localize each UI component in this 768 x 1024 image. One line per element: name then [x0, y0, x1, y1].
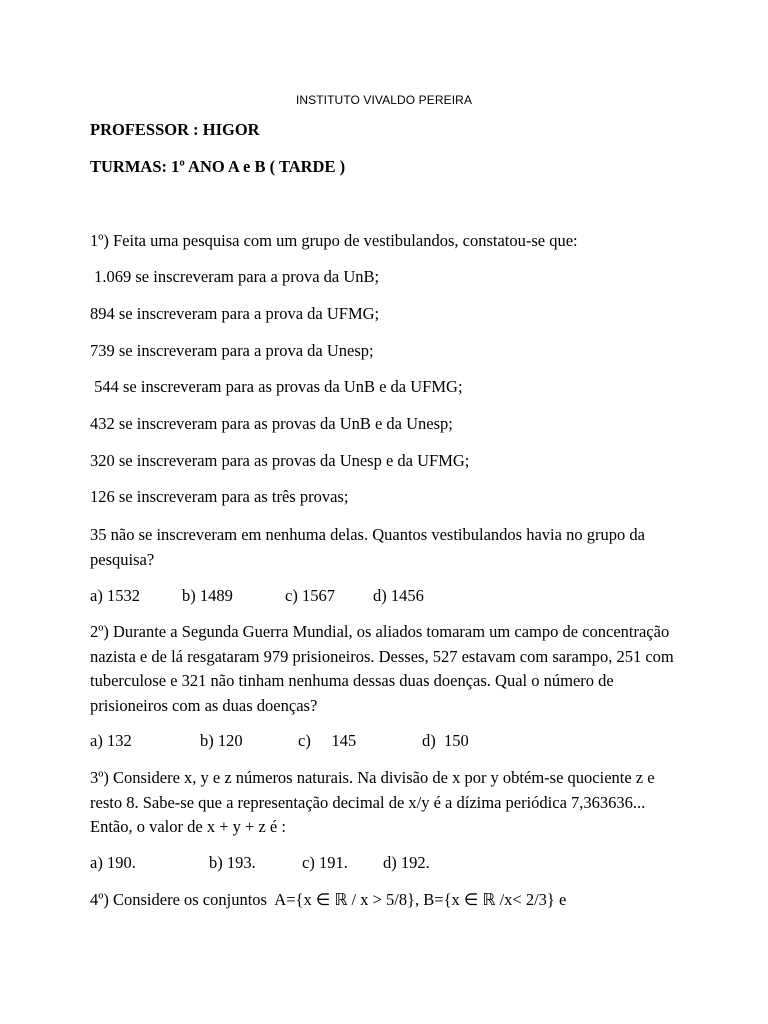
q2-option-d: d) 150: [422, 731, 469, 750]
q1-line-unesp: 739 se inscreveram para a prova da Unesp;: [90, 341, 374, 360]
professor-line: PROFESSOR : HIGOR: [90, 120, 260, 139]
q1-line-three: 126 se inscreveram para as três provas;: [90, 487, 349, 506]
q1-line-unb-unesp: 432 se inscreveram para as provas da UnB e da Unesp;: [90, 414, 453, 433]
q1-line-unb: 1.069 se inscreveram para a prova da UnB;: [90, 267, 380, 286]
q2-option-b: b) 120: [200, 731, 243, 750]
q4-text: 4º) Considere os conjuntos A={x ∈ ℝ / x > 5/8}, B={x ∈ ℝ /x< 2/3} e: [90, 890, 567, 909]
q3-text: 3º) Considere x, y e z números naturais. Na divisão de x por y obtém-se quociente z e resto 8. Sabe-se que a representação decimal de x/y é a dízima periódica 7,363636... Então, o valor de x + y + z é :: [90, 768, 655, 836]
q3-option-d: d) 192.: [383, 853, 430, 872]
q1-line-ufmg: 894 se inscreveram para a prova da UFMG;: [90, 304, 380, 323]
q1-line-unesp-ufmg: 320 se inscreveram para as provas da Unesp e da UFMG;: [90, 451, 470, 470]
q3-option-b: b) 193.: [209, 853, 256, 872]
q3-option-c: c) 191.: [302, 853, 348, 872]
q3-option-a: a) 190.: [90, 853, 136, 872]
q1-option-a: a) 1532: [90, 586, 140, 605]
q1-line-unb-ufmg: 544 se inscreveram para as provas da UnB e da UFMG;: [90, 377, 463, 396]
q2-option-c: c) 145: [298, 731, 357, 750]
q1-option-b: b) 1489: [182, 586, 233, 605]
q2-option-a: a) 132: [90, 731, 132, 750]
q1-option-d: d) 1456: [373, 586, 424, 605]
q1-intro: 1º) Feita uma pesquisa com um grupo de vestibulandos, constatou-se que:: [90, 231, 578, 250]
q1-option-c: c) 1567: [285, 586, 335, 605]
classes-line: TURMAS: 1º ANO A e B ( TARDE ): [90, 157, 346, 176]
q1-question: 35 não se inscreveram em nenhuma delas. Quantos vestibulandos havia no grupo da pesquisa?: [90, 525, 645, 569]
school-name: INSTITUTO VIVALDO PEREIRA: [295, 93, 473, 107]
q2-text: 2º) Durante a Segunda Guerra Mundial, os aliados tomaram um campo de concentração nazista e de lá resgataram 979 prisioneiros. Desses, 527 estavam com sarampo, 251 com tuberculose e 321 não tinham nenhuma dessas duas doenças. Qual o número de prisioneiros com as duas doenças?: [90, 622, 674, 715]
